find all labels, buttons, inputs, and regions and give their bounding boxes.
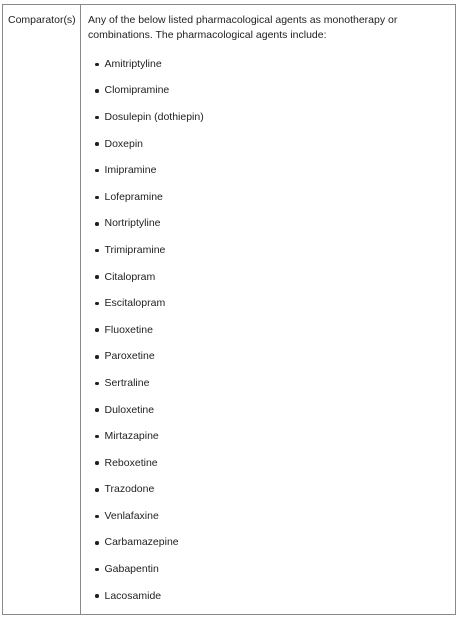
list-item: [95, 317, 447, 344]
agent-name: Duloxetine: [104, 403, 155, 416]
list-item: [95, 477, 447, 504]
bullet-icon: [95, 142, 99, 146]
bullet-icon: [95, 328, 99, 332]
agent-name: Dosulepin (dothiepin): [104, 110, 204, 123]
list-item: [95, 503, 447, 530]
list-item: [95, 131, 447, 158]
agent-name: Trazodone: [104, 483, 155, 496]
list-item: [95, 450, 447, 477]
bullet-icon: [95, 355, 99, 359]
agent-name: Venlafaxine: [104, 509, 159, 522]
agent-name: Imipramine: [104, 164, 157, 177]
bullet-icon: [95, 196, 99, 200]
agent-name: Lacosamide: [104, 589, 162, 602]
comparator-table: [2, 4, 456, 615]
bullet-icon: [95, 89, 99, 93]
agent-name: Gabapentin: [104, 563, 159, 576]
list-item: [95, 237, 447, 264]
bullet-icon: [95, 116, 99, 120]
list-item: [95, 530, 447, 557]
agent-name: Trimipramine: [104, 243, 166, 256]
agent-name: Carbamazepine: [104, 536, 179, 549]
bullet-icon: [95, 461, 99, 465]
agent-name: Amitriptyline: [104, 57, 162, 70]
list-item: [95, 370, 447, 397]
list-item: [95, 78, 447, 105]
list-item: [95, 344, 447, 371]
row-label-cell: [3, 5, 81, 614]
bullet-icon: [95, 515, 99, 519]
list-item: [95, 397, 447, 424]
agent-name: Reboxetine: [104, 456, 158, 469]
bullet-icon: [95, 594, 99, 598]
bullet-icon: [95, 169, 99, 173]
content-cell: [81, 5, 455, 614]
bullet-icon: [95, 488, 99, 492]
intro-text: Any of the below listed pharmacological agents as monotherapy or combinations. The pharmacological agents include:: [88, 14, 398, 41]
list-item: [95, 583, 447, 610]
agent-name: Clomipramine: [104, 84, 170, 97]
agent-name: Paroxetine: [104, 350, 155, 363]
bullet-icon: [95, 541, 99, 545]
bullet-icon: [95, 275, 99, 279]
bullet-icon: [95, 382, 99, 386]
list-item: [95, 184, 447, 211]
agent-name: Citalopram: [104, 270, 156, 283]
bullet-icon: [95, 302, 99, 306]
bullet-icon: [95, 408, 99, 412]
list-item: [95, 211, 447, 238]
agent-name: Doxepin: [104, 137, 144, 150]
agent-name: Mirtazapine: [104, 430, 159, 443]
agent-name: Nortriptyline: [104, 217, 161, 230]
agent-list: [88, 51, 447, 609]
agent-name: Sertraline: [104, 376, 150, 389]
list-item: [95, 51, 447, 78]
agent-name: Escitalopram: [104, 297, 166, 310]
bullet-icon: [95, 63, 99, 67]
list-item: [95, 157, 447, 184]
bullet-icon: [95, 435, 99, 439]
row-label: Comparator(s): [8, 14, 76, 26]
list-item: [95, 264, 447, 291]
agent-name: Lofepramine: [104, 190, 163, 203]
list-item: [95, 423, 447, 450]
agent-name: Fluoxetine: [104, 323, 153, 336]
bullet-icon: [95, 568, 99, 572]
list-item: [95, 104, 447, 131]
bullet-icon: [95, 222, 99, 226]
list-item: [95, 556, 447, 583]
bullet-icon: [95, 249, 99, 253]
list-item: [95, 290, 447, 317]
